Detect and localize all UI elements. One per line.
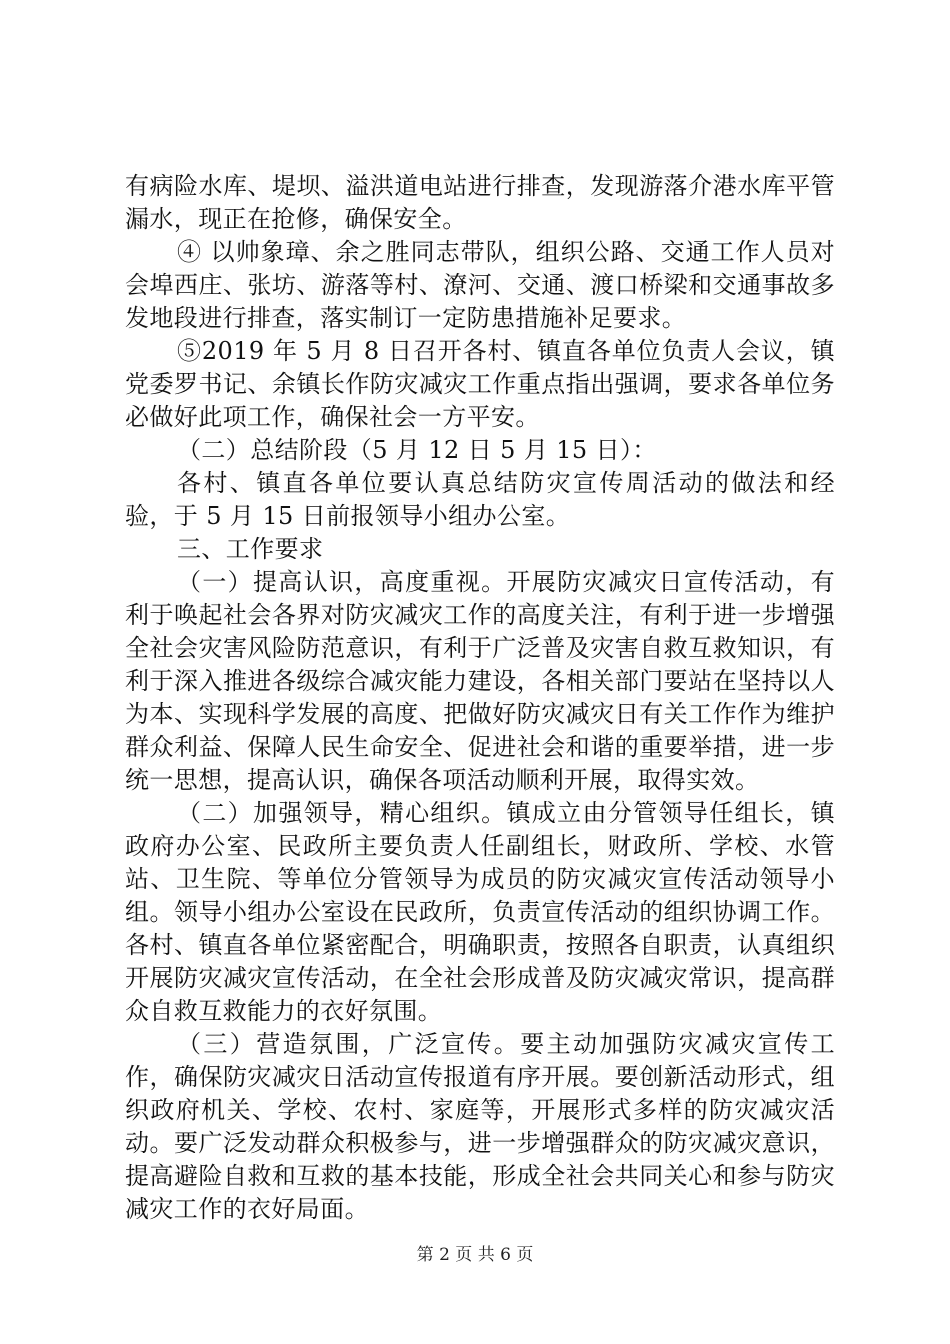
paragraph-2: ④ 以帅象璋、余之胜同志带队，组织公路、交通工作人员对会埠西庄、张坊、游落等村、潦河、交通、渡口桥梁和交通事故多发地段进行排查，落实制订一定防患措施补足要求。 <box>125 238 835 332</box>
paragraph-8: （二）加强领导，精心组织。镇成立由分管领导任组长，镇政府办公室、民政所主要负责人任副组长，财政所、学校、水管站、卫生院、等单位分管领导为成员的防灾减灾宣传活动领导小组。领导小组办公室设在民政所，负责宣传活动的组织协调工作。各村、镇直各单位紧密配合，明确职责，按照各自职责，认真组织开展防灾减灾宣传活动，在全社会形成普及防灾减灾常识，提高群众自救互救能力的衣好氛围。 <box>125 799 835 1025</box>
paragraph-5: 各村、镇直各单位要认真总结防灾宣传周活动的做法和经验，于 5 月 15 日前报领导小组办公室。 <box>125 469 835 530</box>
paragraph-9: （三）营造氛围，广泛宣传。要主动加强防灾减灾宣传工作，确保防灾减灾日活动宣传报道有序开展。要创新活动形式，组织政府机关、学校、农村、家庭等，开展形式多样的防灾减灾活动。要广泛发动群众积极参与，进一步增强群众的防灾减灾意识，提高避险自救和互救的基本技能，形成全社会共同关心和参与防灾减灾工作的衣好局面。 <box>125 1030 835 1223</box>
section-heading-summary-stage: （二）总结阶段（5 月 12 日 5 月 15 日）： <box>177 436 657 464</box>
paragraph-3: ⑤2019 年 5 月 8 日召开各村、镇直各单位负责人会议，镇党委罗书记、余镇长作防灾减灾工作重点指出强调，要求各单位务必做好此项工作，确保社会一方平安。 <box>125 337 835 431</box>
paragraph-1: 有病险水库、堤坝、溢洪道电站进行排查，发现游落介港水库平管漏水，现正在抢修，确保安全。 <box>125 172 835 233</box>
section-heading-work-requirements: 三、工作要求 <box>177 535 324 563</box>
page-footer: 第 2 页 共 6 页 <box>416 1245 534 1265</box>
paragraph-7: （一）提高认识，高度重视。开展防灾减灾日宣传活动，有利于唤起社会各界对防灾减灾工作的高度关注，有利于进一步增强全社会灾害风险防范意识，有利于广泛普及灾害自救互救知识，有利于深入推进各级综合减灾能力建设，各相关部门要站在坚持以人为本、实现科学发展的高度、把做好防灾减灾日有关工作作为维护群众利益、保障人民生命安全、促进社会和谐的重要举措，进一步统一思想，提高认识，确保各项活动顺利开展，取得实效。 <box>125 568 835 794</box>
document-body <box>125 170 835 1226</box>
